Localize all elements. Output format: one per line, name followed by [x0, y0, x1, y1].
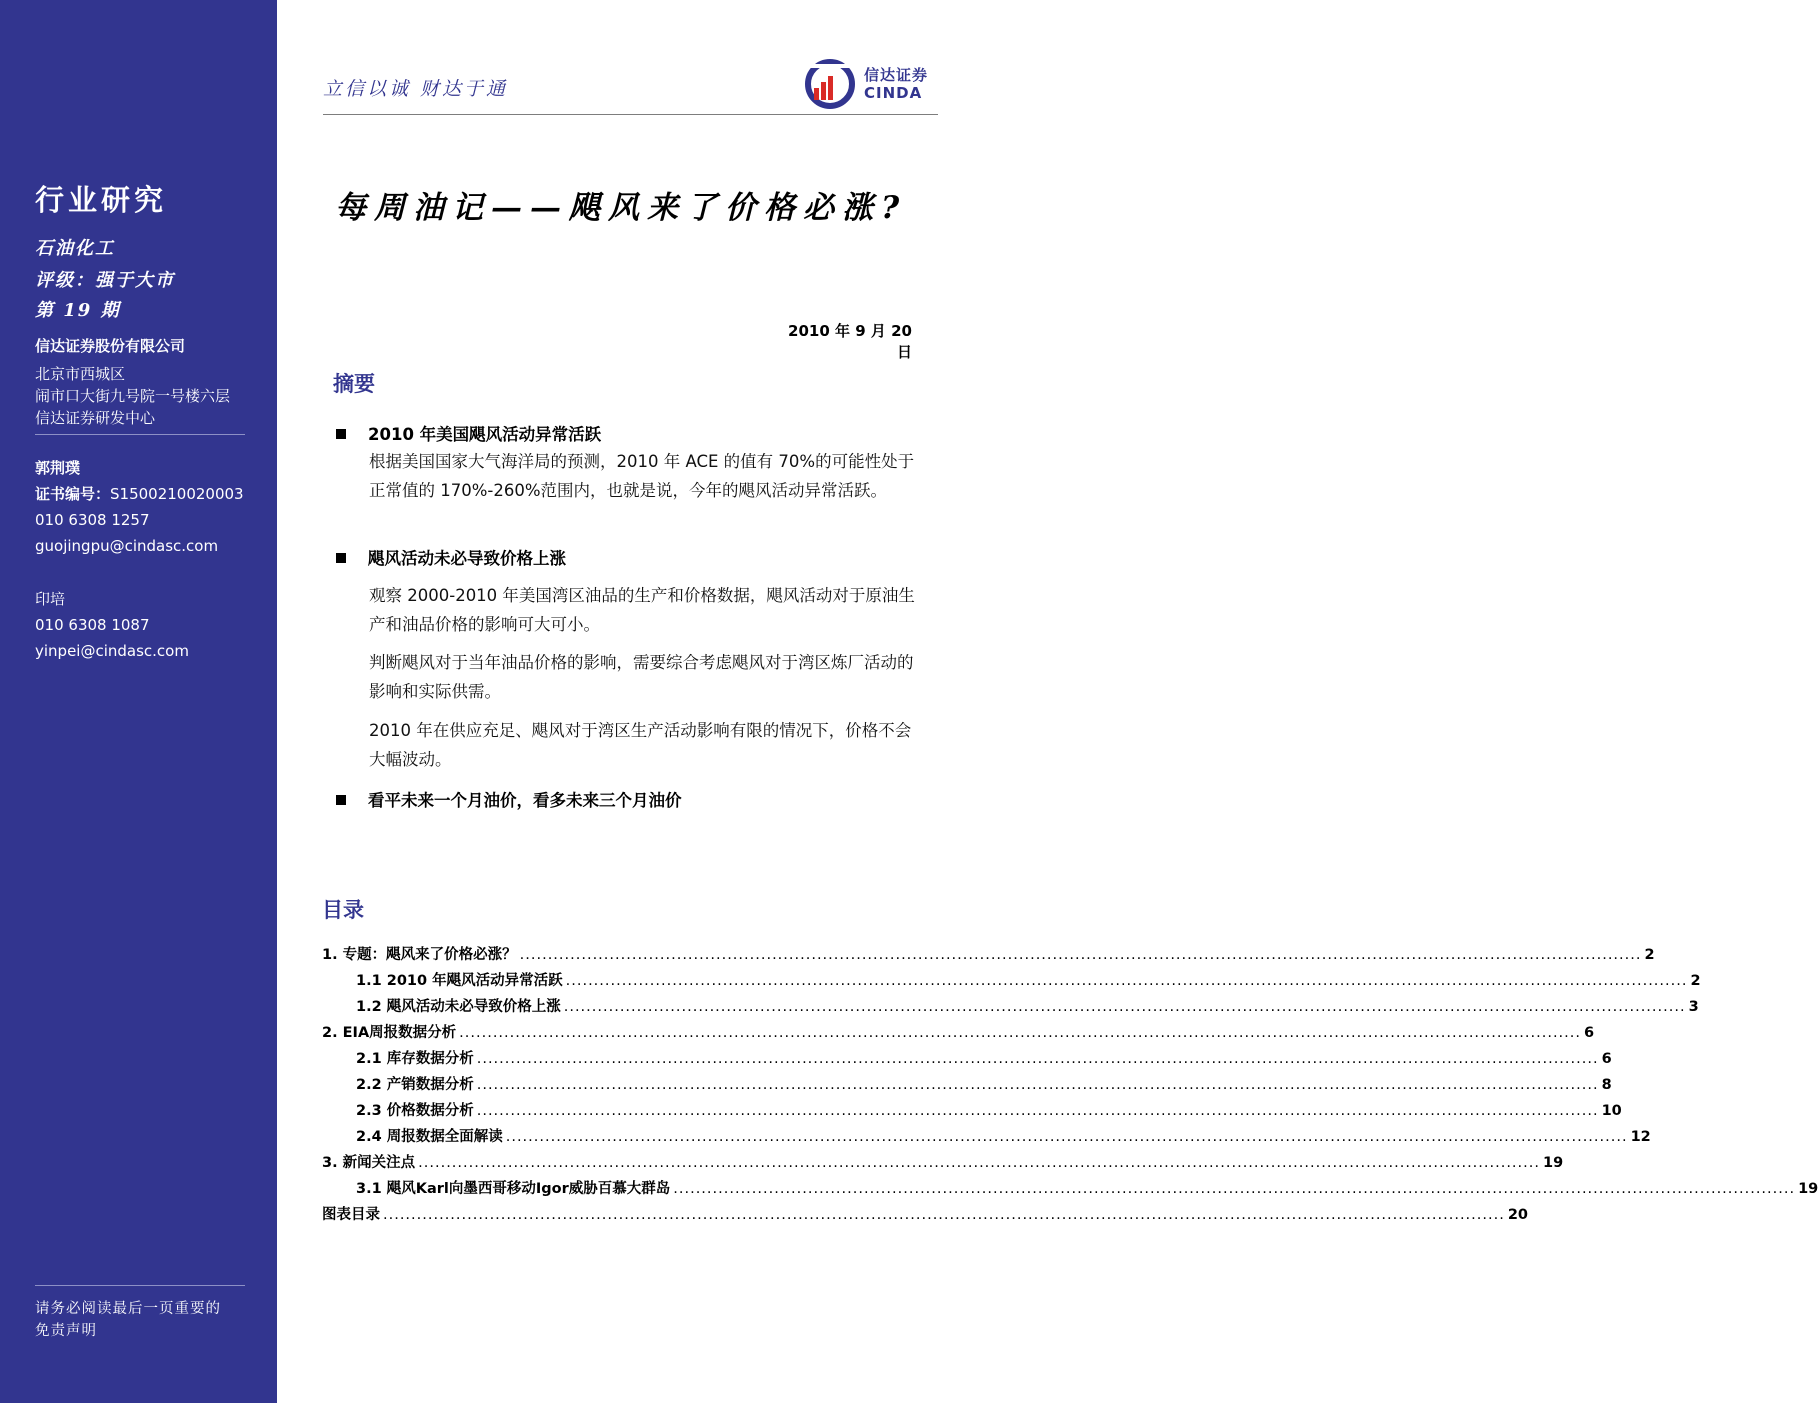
- abstract-paragraph: 2010 年在供应充足、飓风对于湾区生产活动影响有限的情况下，价格不会大幅波动。: [369, 721, 912, 769]
- toc-leader-dots: ........................................................................................................................................................................................................: [476, 1077, 1599, 1093]
- toc-leader-dots: ........................................................................................................................................................................................................: [383, 1207, 1505, 1223]
- abstract-heading: 摘要: [333, 372, 375, 396]
- sidebar-footer-divider: [35, 1285, 245, 1286]
- toc-entry-page: 8: [1601, 1077, 1612, 1093]
- toc-entry-page: 6: [1584, 1025, 1595, 1041]
- analyst-name: 印培: [35, 590, 66, 608]
- rating-label: 评级：强于大市: [35, 270, 175, 291]
- toc-entry-label: 3.1 飓风Karl向墨西哥移动Igor威胁百慕大群岛: [356, 1181, 671, 1197]
- toc-entry-label: 1.2 飓风活动未必导致价格上涨: [356, 999, 561, 1015]
- bullet-text: 飓风活动未必导致价格上涨: [368, 549, 566, 568]
- report-category: 行业研究: [35, 183, 168, 217]
- toc-entry-label: 2. EIA周报数据分析: [322, 1025, 457, 1041]
- company-name: 信达证券股份有限公司: [35, 337, 186, 355]
- report-date: 2010 年 9 月 20 日: [788, 322, 912, 361]
- abstract-paragraph: 判断飓风对于当年油品价格的影响，需要综合考虑飓风对于湾区炼厂活动的影响和实际供需。: [369, 653, 914, 701]
- disclaimer-line: 免责声明: [35, 1323, 97, 1339]
- toc-entry-page: 19: [1798, 1181, 1818, 1197]
- toc-leader-dots: ........................................................................................................................................................................................................: [505, 1129, 1628, 1145]
- abstract-paragraph: 观察 2000-2010 年美国湾区油品的生产和价格数据，飓风活动对于原油生产和油品价格的影响可大可小。: [369, 586, 915, 634]
- square-bullet-icon: [336, 553, 346, 563]
- toc-entry[interactable]: [322, 995, 1699, 1021]
- disclaimer-line: 请务必阅读最后一页重要的: [35, 1301, 221, 1317]
- toc-entry-page: 2: [1644, 947, 1655, 963]
- analyst-phone: 010 6308 1087: [35, 616, 150, 634]
- toc-entry-label: 图表目录: [322, 1207, 380, 1223]
- company-slogan: 立信以诚 财达于通: [323, 78, 509, 100]
- logo-text-en: CINDA: [864, 84, 923, 102]
- toc-entry[interactable]: [322, 1125, 1651, 1151]
- header-divider: [323, 114, 938, 115]
- toc-entry-page: 20: [1507, 1207, 1529, 1223]
- toc-leader-dots: ........................................................................................................................................................................................................: [476, 1103, 1599, 1119]
- analyst-email[interactable]: guojingpu@cindasc.com: [35, 537, 219, 555]
- disclaimer-note[interactable]: [35, 1298, 221, 1342]
- toc-entry-label: 1. 专题：飓风来了价格必涨？: [322, 947, 517, 963]
- toc-leader-dots: ........................................................................................................................................................................................................: [563, 999, 1686, 1015]
- toc-entry[interactable]: [322, 1177, 1818, 1203]
- toc-entry-label: 2.1 库存数据分析: [356, 1051, 474, 1067]
- toc-entry-label: 3. 新闻关注点: [322, 1155, 416, 1171]
- toc-entry[interactable]: [322, 1021, 1595, 1047]
- analyst-1: [35, 455, 244, 559]
- toc-entry[interactable]: [322, 943, 1655, 969]
- analyst-cert: [35, 481, 244, 507]
- sidebar: [0, 0, 277, 1403]
- address-line: 信达证券研发中心: [35, 409, 156, 427]
- toc-leader-dots: ........................................................................................................................................................................................................: [519, 947, 1642, 963]
- toc-leader-dots: ........................................................................................................................................................................................................: [673, 1181, 1796, 1197]
- toc-entry[interactable]: [322, 1099, 1622, 1125]
- toc-entry[interactable]: [322, 1151, 1564, 1177]
- toc-leader-dots: ........................................................................................................................................................................................................: [459, 1025, 1581, 1041]
- toc-entry-label: 2.4 周报数据全面解读: [356, 1129, 503, 1145]
- toc-entry[interactable]: [322, 1047, 1612, 1073]
- report-title: 每周油记——飓风来了价格必涨?: [335, 190, 908, 226]
- analyst-phone: 010 6308 1257: [35, 511, 150, 529]
- toc-leader-dots: ........................................................................................................................................................................................................: [418, 1155, 1540, 1171]
- toc-entry-page: 12: [1630, 1129, 1651, 1145]
- table-of-contents: [322, 943, 1818, 1229]
- toc-entry-page: 6: [1601, 1051, 1612, 1067]
- square-bullet-icon: [336, 429, 346, 439]
- toc-entry-label: 2.3 价格数据分析: [356, 1103, 474, 1119]
- toc-entry[interactable]: [322, 1203, 1529, 1229]
- analyst-email[interactable]: yinpei@cindasc.com: [35, 642, 189, 660]
- analyst-name: 郭荆璞: [35, 459, 81, 477]
- toc-heading: 目录: [322, 898, 364, 922]
- toc-entry-label: 2.2 产销数据分析: [356, 1077, 474, 1093]
- toc-entry-page: 2: [1690, 973, 1701, 989]
- abstract-bullet: [336, 787, 682, 811]
- toc-leader-dots: ........................................................................................................................................................................................................: [565, 973, 1688, 989]
- square-bullet-icon: [336, 795, 346, 805]
- toc-entry[interactable]: [322, 1073, 1612, 1099]
- address-line: 闹市口大街九号院一号楼六层: [35, 387, 231, 405]
- issue-label: 第 19 期: [35, 300, 121, 321]
- cert-label: 证书编号：: [35, 485, 111, 503]
- sidebar-divider: [35, 434, 245, 435]
- address-line: 北京市西城区: [35, 365, 126, 383]
- toc-leader-dots: ........................................................................................................................................................................................................: [476, 1051, 1599, 1067]
- logo-text-cn: 信达证券: [864, 66, 929, 84]
- toc-entry-page: 3: [1688, 999, 1699, 1015]
- sector-label: 石油化工: [35, 238, 115, 259]
- bullet-text: 2010 年美国飓风活动异常活跃: [368, 425, 602, 444]
- company-address: [35, 363, 230, 429]
- bullet-text: 看平未来一个月油价，看多未来三个月油价: [368, 791, 682, 810]
- cert-number: S1500210020003: [110, 485, 244, 503]
- toc-entry-label: 1.1 2010 年飓风活动异常活跃: [356, 973, 563, 989]
- toc-entry-page: 10: [1601, 1103, 1622, 1119]
- abstract-bullet: [336, 421, 601, 445]
- abstract-paragraph: 根据美国国家大气海洋局的预测，2010 年 ACE 的值有 70%的可能性处于正常值的 170%-260%范围内，也就是说，今年的飓风活动异常活跃。: [369, 452, 915, 500]
- toc-entry[interactable]: [322, 969, 1701, 995]
- toc-entry-page: 19: [1542, 1155, 1564, 1171]
- analyst-2: [35, 586, 189, 664]
- abstract-bullet: [336, 545, 566, 569]
